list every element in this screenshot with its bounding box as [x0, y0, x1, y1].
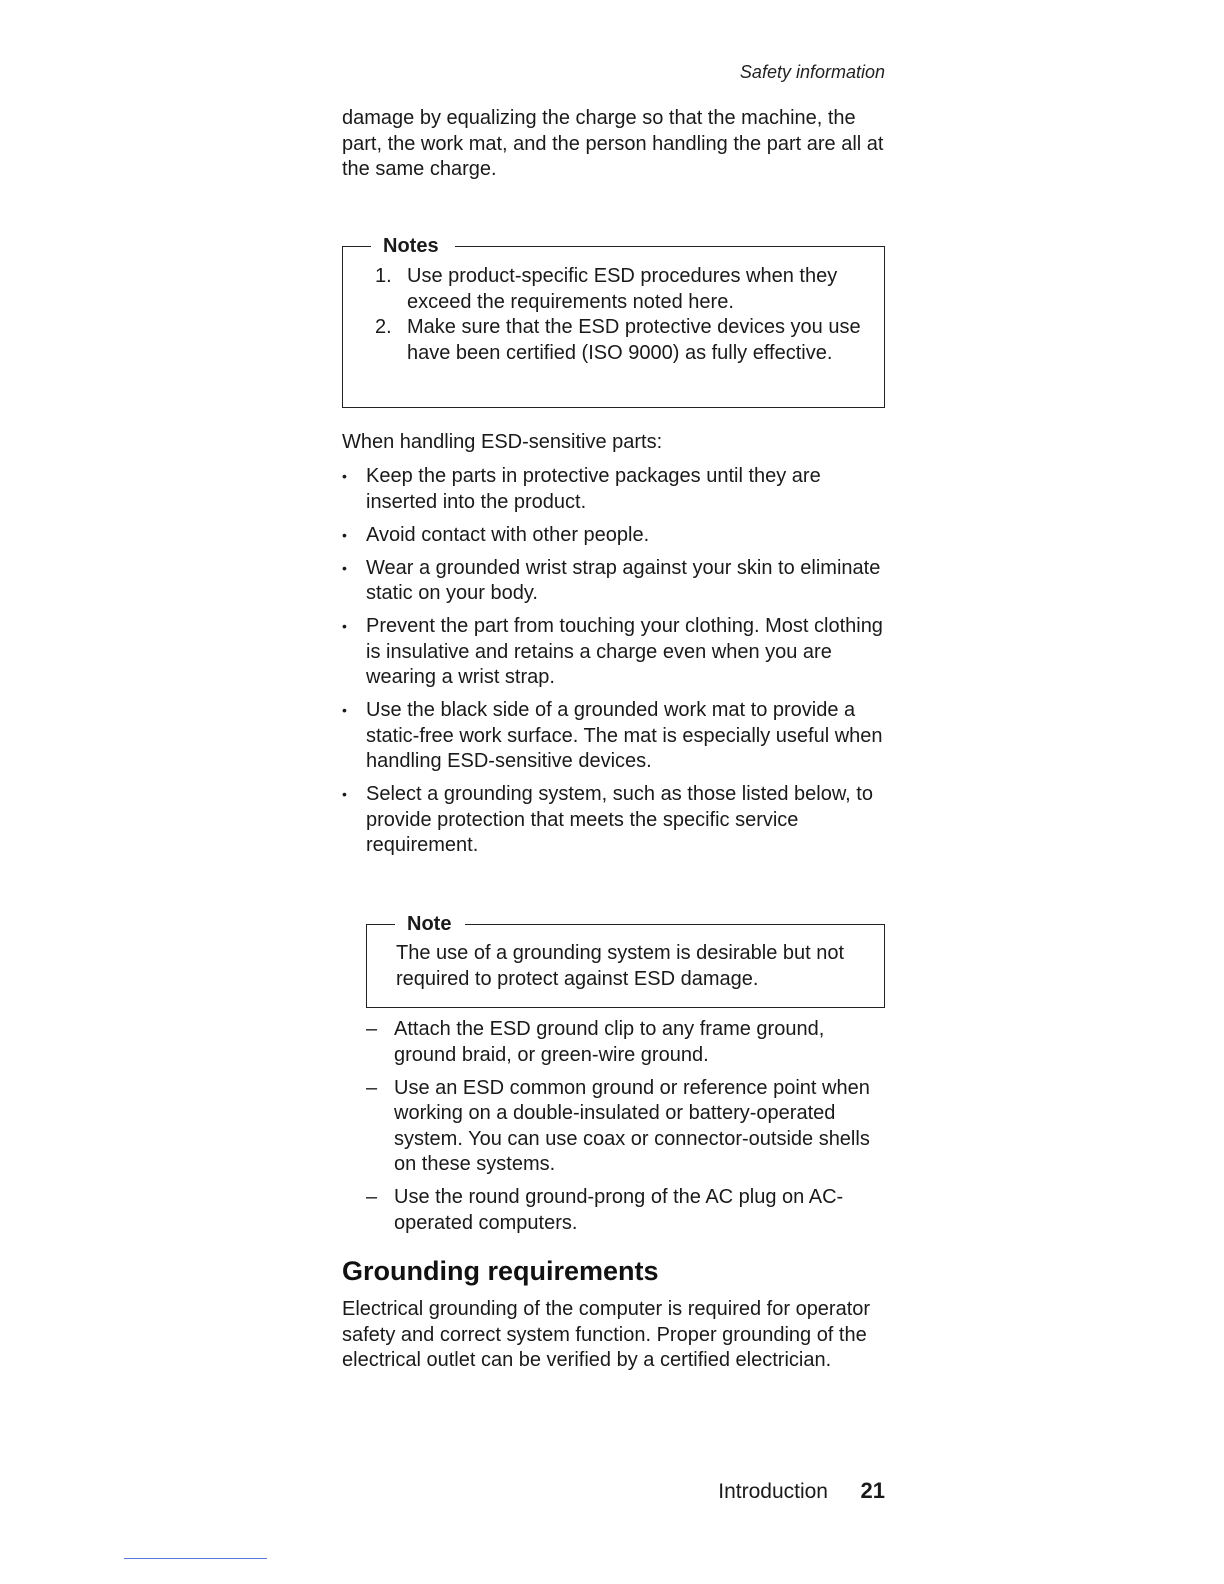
notes-list-item: [373, 264, 863, 315]
bullet-icon: •: [342, 702, 347, 718]
bullet-icon: •: [342, 468, 347, 484]
notes-box-rule-right: [455, 246, 884, 247]
bullet-text: Avoid contact with other people.: [366, 523, 650, 546]
section-body: Electrical grounding of the computer is required for operator safety and correct system function. Proper grounding of the electrical outlet can be verified by a certified electrician.: [342, 1298, 871, 1371]
bullet-text: Keep the parts in protective packages until they are inserted into the product.: [366, 465, 821, 513]
bottom-divider: [124, 1558, 267, 1559]
bullet-icon: •: [342, 618, 347, 634]
dash-text: Use the round ground-prong of the AC plug on AC-operated computers.: [394, 1186, 844, 1234]
dash-icon: –: [366, 1186, 378, 1208]
dash-text: Attach the ESD ground clip to any frame ground, ground braid, or green-wire ground.: [394, 1018, 825, 1066]
bullet-icon: •: [342, 526, 347, 543]
footer-chapter-label: Introduction: [718, 1480, 828, 1503]
note-text: The use of a grounding system is desirable but not required to protect against ESD damage.: [396, 942, 845, 990]
notes-box-rule-left: [343, 246, 371, 247]
dash-item: [366, 1017, 876, 1068]
notes-list-item: [373, 315, 863, 366]
dash-text: Use an ESD common ground or reference point when working on a double-insulated or battery-operated system. You can use coax or connector-outside shells on these systems.: [394, 1076, 870, 1175]
section-heading: Grounding requirements: [342, 1256, 659, 1286]
note-box-rule-right: [465, 924, 884, 925]
intro-paragraph: damage by equalizing the charge so that the machine, the part, the work mat, and the person handling the part are all at the same charge.: [342, 107, 884, 180]
dash-item: [366, 1076, 876, 1178]
bullet-item: [342, 556, 887, 607]
notes-list: [373, 264, 863, 366]
bullet-item: [342, 614, 887, 691]
bullet-item: [342, 464, 887, 515]
bullet-item: [342, 782, 887, 859]
bullet-item: [342, 698, 887, 775]
note-box: [366, 913, 885, 1008]
bullet-icon: •: [342, 786, 347, 802]
notes-box: [342, 235, 885, 408]
note-text: Make sure that the ESD protective devices you use have been certified (ISO 9000) as fully effective.: [407, 316, 861, 364]
dash-item: [366, 1185, 876, 1236]
note-title: Note: [407, 913, 452, 935]
handling-intro: When handling ESD-sensitive parts:: [342, 431, 663, 453]
note-number: 1.: [375, 265, 392, 287]
running-header: Safety information: [739, 62, 885, 82]
note-text: Use product-specific ESD procedures when they exceed the requirements noted here.: [407, 265, 838, 313]
dash-icon: –: [366, 1076, 378, 1099]
bullet-icon: •: [342, 559, 347, 576]
grounding-options-list: [366, 1017, 876, 1244]
page-number: 21: [860, 1478, 885, 1503]
bullet-text: Select a grounding system, such as those listed below, to provide protection that meets the specific service requirement.: [366, 783, 873, 856]
bullet-text: Wear a grounded wrist strap against your skin to eliminate static on your body.: [366, 556, 881, 604]
bullet-text: Use the black side of a grounded work mat to provide a static-free work surface. The mat is especially useful when handling ESD-sensitive devices.: [366, 699, 883, 772]
dash-icon: –: [366, 1018, 378, 1040]
bullet-text: Prevent the part from touching your clothing. Most clothing is insulative and retains a charge even when you are wearing a wrist strap.: [366, 615, 883, 688]
note-box-rule-left: [367, 924, 395, 925]
notes-title: Notes: [383, 235, 439, 257]
bullet-item: [342, 523, 887, 549]
note-number: 2.: [375, 316, 392, 338]
handling-bullet-list: [342, 464, 887, 866]
